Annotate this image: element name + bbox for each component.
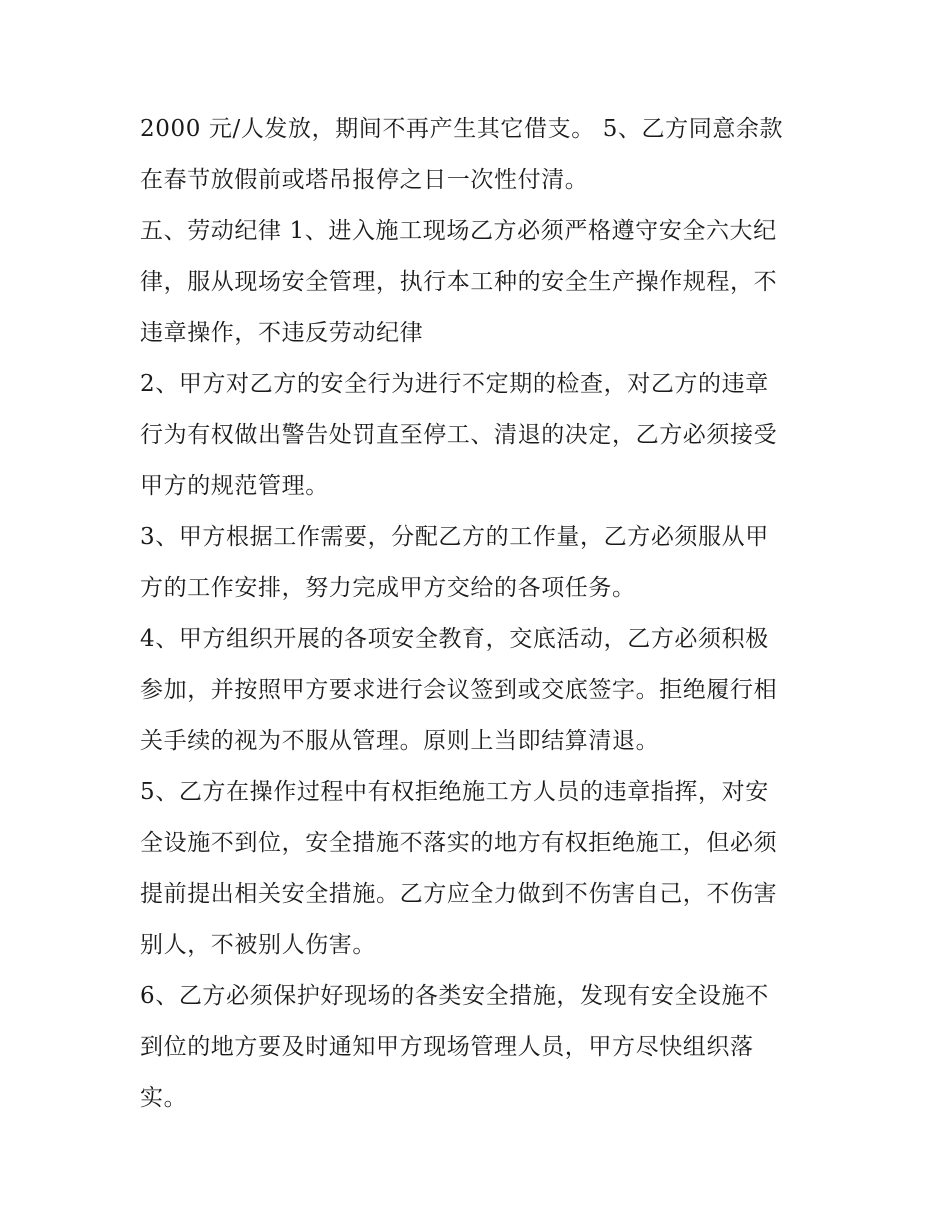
text-line: 五、劳动纪律 1、进入施工现场乙方必须严格遵守安全六大纪 bbox=[140, 218, 777, 244]
text-line: 2、甲方对乙方的安全行为进行不定期的检查，对乙方的违章 bbox=[140, 371, 769, 397]
paragraph-item-3 bbox=[140, 512, 820, 614]
text-line: 行为有权做出警告处罚直至停工、清退的决定，乙方必须接受 bbox=[140, 422, 778, 448]
text-line: 方的工作安排，努力完成甲方交给的各项任务。 bbox=[140, 575, 636, 601]
text-line: 提前提出相关安全措施。乙方应全力做到不伤害自己，不伤害 bbox=[140, 881, 778, 907]
text-line: 违章操作，不违反劳动纪律 bbox=[140, 320, 424, 346]
text-line: 别人，不被别人伤害。 bbox=[140, 932, 376, 958]
document-body bbox=[140, 104, 820, 1124]
text-line: 4、甲方组织开展的各项安全教育，交底活动，乙方必须积极 bbox=[140, 626, 769, 652]
text-line: 全设施不到位，安全措施不落实的地方有权拒绝施工，但必须 bbox=[140, 830, 778, 856]
paragraph-item-5 bbox=[140, 767, 820, 971]
text-line: 到位的地方要及时通知甲方现场管理人员，甲方尽快组织落 bbox=[140, 1034, 754, 1060]
text-line: 关手续的视为不服从管理。原则上当即结算清退。 bbox=[140, 728, 660, 754]
text-line: 律，服从现场安全管理，执行本工种的安全生产操作规程，不 bbox=[140, 269, 778, 295]
text-line: 参加，并按照甲方要求进行会议签到或交底签字。拒绝履行相 bbox=[140, 677, 778, 703]
paragraph-labor-discipline bbox=[140, 206, 820, 359]
text-line: 实。 bbox=[140, 1085, 188, 1111]
text-line: 3、甲方根据工作需要，分配乙方的工作量，乙方必须服从甲 bbox=[140, 524, 769, 550]
paragraph-item-6 bbox=[140, 971, 820, 1124]
text-line: 2000 元/人发放，期间不再产生其它借支。 5、乙方同意余款 bbox=[140, 116, 784, 142]
paragraph-payment-terms bbox=[140, 104, 820, 206]
text-line: 6、乙方必须保护好现场的各类安全措施，发现有安全设施不 bbox=[140, 983, 769, 1009]
text-line: 甲方的规范管理。 bbox=[140, 473, 329, 499]
paragraph-item-2 bbox=[140, 359, 820, 512]
paragraph-item-4 bbox=[140, 614, 820, 767]
text-line: 5、乙方在操作过程中有权拒绝施工方人员的违章指挥，对安 bbox=[140, 779, 769, 805]
text-line: 在春节放假前或塔吊报停之日一次性付清。 bbox=[140, 167, 589, 193]
